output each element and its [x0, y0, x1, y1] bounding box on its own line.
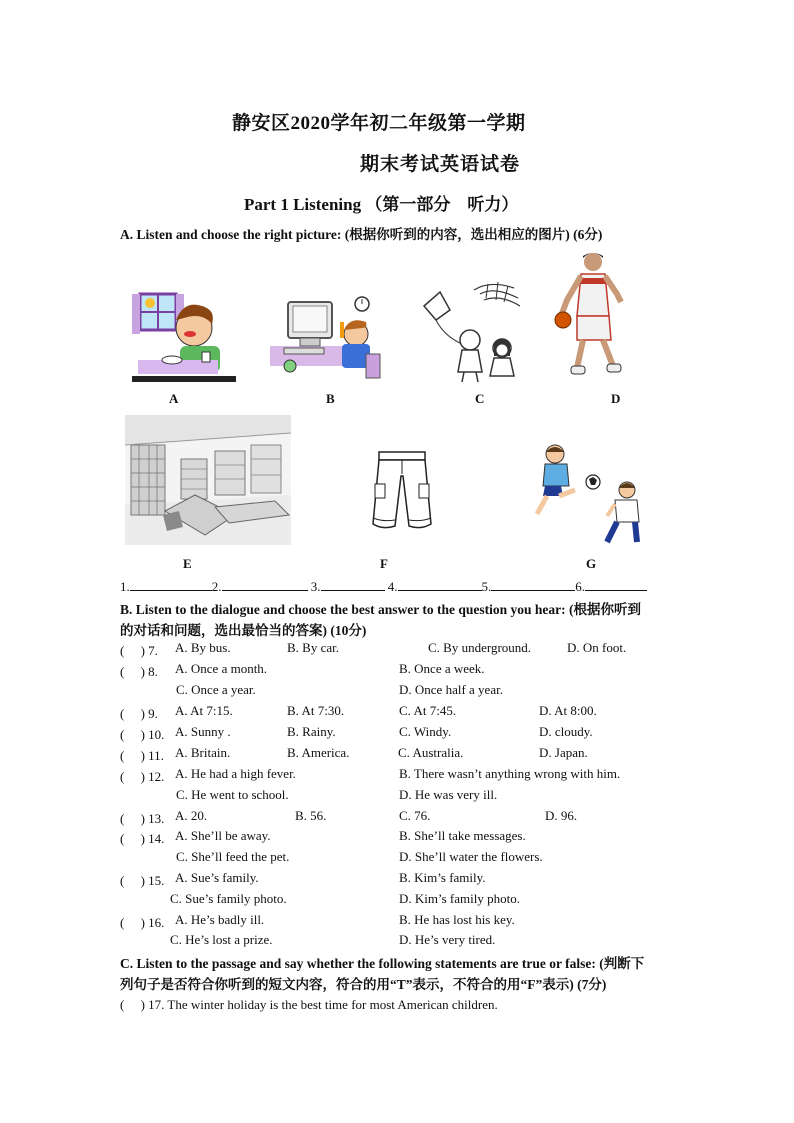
- boy-at-computer-icon: [270, 292, 384, 387]
- answer-blank-3[interactable]: [321, 578, 385, 591]
- question-16-option-a[interactable]: A. He’s badly ill.: [175, 912, 265, 927]
- exam-subtitle: 期末考试英语试卷: [360, 154, 521, 175]
- question-7-option-d[interactable]: D. On foot.: [567, 640, 627, 655]
- question-11-number: ( ) 11.: [120, 748, 164, 763]
- boys-playing-football-icon: [527, 442, 647, 551]
- exam-title: 静安区2020学年初二年级第一学期: [232, 113, 526, 134]
- question-16-option-c[interactable]: C. He’s lost a prize.: [170, 932, 273, 947]
- question-12-option-a[interactable]: A. He had a high fever.: [175, 766, 296, 781]
- picture-label-b: B: [326, 391, 335, 406]
- question-7-option-c[interactable]: C. By underground.: [428, 640, 532, 655]
- picture-label-e: E: [183, 556, 192, 571]
- answer-blank-4[interactable]: [398, 578, 482, 591]
- question-14-number: ( ) 14.: [120, 831, 165, 846]
- question-15-number: ( ) 15.: [120, 873, 165, 888]
- blank-label-2: 2.: [211, 579, 222, 594]
- question-13-option-c[interactable]: C. 76.: [399, 808, 431, 823]
- blank-label-6: 6.: [575, 579, 585, 594]
- answer-blank-6[interactable]: [585, 578, 647, 591]
- question-12-option-d[interactable]: D. He was very ill.: [399, 787, 498, 802]
- kids-flying-kite-icon: [414, 280, 526, 389]
- question-8-option-d[interactable]: D. Once half a year.: [399, 682, 503, 697]
- question-15-option-d[interactable]: D. Kim’s family photo.: [399, 891, 520, 906]
- question-14-option-c[interactable]: C. She’ll feed the pet.: [176, 849, 290, 864]
- question-7-option-a[interactable]: A. By bus.: [175, 640, 231, 655]
- question-12-option-b[interactable]: B. There wasn’t anything wrong with him.: [399, 766, 621, 781]
- blank-label-3: 3.: [310, 579, 321, 594]
- question-7-option-b[interactable]: B. By car.: [287, 640, 339, 655]
- question-8-option-c[interactable]: C. Once a year.: [176, 682, 256, 697]
- question-15-option-a[interactable]: A. Sue’s family.: [175, 870, 259, 885]
- question-12-option-c[interactable]: C. He went to school.: [176, 787, 289, 802]
- question-16-number: ( ) 16.: [120, 915, 165, 930]
- question-9-option-a[interactable]: A. At 7:15.: [175, 703, 233, 718]
- question-11-option-a[interactable]: A. Britain.: [175, 745, 231, 760]
- question-13-option-b[interactable]: B. 56.: [295, 808, 327, 823]
- blank-label-1: 1.: [120, 579, 130, 594]
- answer-blank-5[interactable]: [491, 578, 575, 591]
- answer-blanks-row: [120, 578, 647, 595]
- library-room-icon: [125, 415, 291, 550]
- question-12-number: ( ) 12.: [120, 769, 165, 784]
- picture-label-c: C: [475, 391, 485, 406]
- question-9-option-d[interactable]: D. At 8:00.: [539, 703, 597, 718]
- section-b-instruction-line2: 的对话和问题，选出最恰当的答案) (10分): [120, 623, 367, 638]
- question-7-number: ( ) 7.: [120, 643, 158, 658]
- question-10-option-b[interactable]: B. Rainy.: [287, 724, 336, 739]
- question-15-option-c[interactable]: C. Sue’s family photo.: [170, 891, 287, 906]
- part-heading: Part 1 Listening （第一部分 听力）: [244, 195, 519, 214]
- trousers-icon: [367, 450, 437, 539]
- picture-label-f: F: [380, 556, 388, 571]
- question-16-option-d[interactable]: D. He’s very tired.: [399, 932, 496, 947]
- section-b-instruction-line1: B. Listen to the dialogue and choose the best answer to the question you hear: (根据你听到: [120, 602, 642, 617]
- question-10-option-c[interactable]: C. Windy.: [399, 724, 452, 739]
- answer-blank-2[interactable]: [222, 578, 308, 591]
- question-14-option-d[interactable]: D. She’ll water the flowers.: [399, 849, 543, 864]
- question-16-option-b[interactable]: B. He has lost his key.: [399, 912, 515, 927]
- boy-eating-breakfast-icon: [132, 290, 236, 387]
- question-9-option-b[interactable]: B. At 7:30.: [287, 703, 345, 718]
- section-c-instruction-line1: C. Listen to the passage and say whether the following statements are true or false: (判断下: [120, 956, 645, 971]
- blank-label-4: 4.: [387, 579, 398, 594]
- question-13-option-a[interactable]: A. 20.: [175, 808, 208, 823]
- basketball-player-icon: [553, 250, 633, 387]
- question-10-number: ( ) 10.: [120, 727, 165, 742]
- question-17-statement[interactable]: ( ) 17. The winter holiday is the best time for most American children.: [120, 997, 498, 1012]
- question-9-option-c[interactable]: C. At 7:45.: [399, 703, 457, 718]
- answer-blank-1[interactable]: [130, 578, 212, 591]
- question-10-option-a[interactable]: A. Sunny .: [175, 724, 231, 739]
- picture-label-g: G: [586, 556, 597, 571]
- question-15-option-b[interactable]: B. Kim’s family.: [399, 870, 486, 885]
- question-8-number: ( ) 8.: [120, 664, 158, 679]
- question-14-option-a[interactable]: A. She’ll be away.: [175, 828, 271, 843]
- question-13-option-d[interactable]: D. 96.: [545, 808, 578, 823]
- section-a-instruction: A. Listen and choose the right picture: (根据你听到的内容，选出相应的图片) (6分): [120, 227, 603, 242]
- question-11-option-c[interactable]: C. Australia.: [398, 745, 464, 760]
- question-9-number: ( ) 9.: [120, 706, 158, 721]
- question-8-option-b[interactable]: B. Once a week.: [399, 661, 485, 676]
- picture-label-d: D: [611, 391, 621, 406]
- picture-label-a: A: [169, 391, 179, 406]
- question-13-number: ( ) 13.: [120, 811, 165, 826]
- question-14-option-b[interactable]: B. She’ll take messages.: [399, 828, 526, 843]
- blank-label-5: 5.: [481, 579, 492, 594]
- question-11-option-d[interactable]: D. Japan.: [539, 745, 588, 760]
- question-10-option-d[interactable]: D. cloudy.: [539, 724, 593, 739]
- question-8-option-a[interactable]: A. Once a month.: [175, 661, 268, 676]
- section-c-instruction-line2: 列句子是否符合你听到的短文内容，符合的用“T”表示，不符合的用“F”表示) (7分): [120, 977, 607, 992]
- question-11-option-b[interactable]: B. America.: [287, 745, 350, 760]
